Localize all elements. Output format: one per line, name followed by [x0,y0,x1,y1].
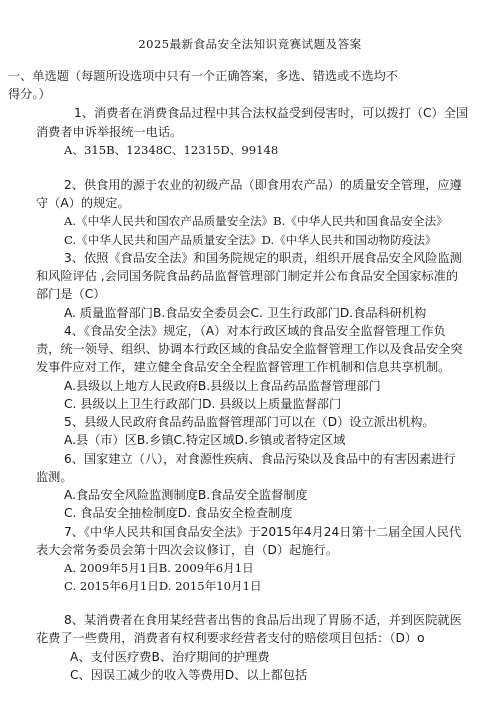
question-1-line2: 消费者申诉举报统一电话。 [36,125,183,139]
question-4-line3: 发事件应对工作，建立健全食品安全全程监督管理工作机制和信息共享机制。 [36,360,451,374]
question-1-options: A、315B、12348C、12315D、99148 [64,143,279,157]
question-7-line1: 7、《中华人民共和国食品安全法》于2015年4月24日第十二届全国人民代 [64,525,462,539]
question-7-line2: 表大会常务委员会第十四次会议修订，自（D）起施行。 [36,543,338,557]
question-6-option-ab: A.食品安全风险监测制度B.食品安全监督制度 [64,488,308,502]
question-8-line1: 8、某消费者在食用某经营者出售的食品后出现了胃肠不适，并到医院就医 [64,613,462,627]
question-2-line1: 2、供食用的源于农业的初级产品（即食用农产品）的质量安全管理，应遵 [64,178,462,192]
question-3-line2: 和风险评估 ,会同国务院食品药品监督管理部门制定并公布食品安全国家标准的 [36,269,459,283]
question-7-option-ab: A. 2009年5月1日B. 2009年6月1日 [64,561,254,575]
question-8-option-cd: C、因误工减少的收入等费用D、以上都包括 [70,668,308,682]
question-6-line1: 6、国家建立（八），对食源性疾病、食品污染以及食品中的有害因素进行 [64,452,456,466]
question-4-option-ab: A.县级以上地方人民政府B.县级以上食品药品监督管理部门 [64,379,381,393]
question-4-line1: 4、《食品安全法》规定，（A）对本行政区域的食品安全监督管理工作负 [64,324,446,338]
question-2-line2: 守（A）的规定。 [36,196,130,210]
document-title: 2025最新食品安全法知识竞赛试题及答案 [138,37,362,51]
question-4-option-cd: C. 县级以上卫生行政部门D. 县级以上质量监督部门 [64,397,342,411]
question-8-line2: 花费了一些费用，消费者有权利要求经营者支付的赔偿项目包括：（D）o [36,631,425,645]
question-3-options: A. 质量监督部门B.食品安全委员会C. 卫生行政部门D.食品科研机构 [64,306,427,320]
question-5-line1: 5、县级人民政府食品药品监督管理部门可以在（D）设立派出机构。 [64,415,435,429]
question-6-line2: 监测。 [36,470,73,484]
question-3-line1: 3、依照《食品安全法》和国务院规定的职责，组织开展食品安全风险监测 [64,251,462,265]
question-6-option-cd: C. 食品安全抽检制度D. 食品安全检查制度 [64,506,293,520]
section-header-line2: 得分。） [8,87,51,101]
question-8-option-ab: A、支付医疗费B、治疗期间的护理费 [70,650,270,664]
question-3-line3: 部门是（C） [36,287,106,301]
question-4-line2: 责，统一领导、组织、协调本行政区域的食品安全监督管理工作以及食品安全突 [36,342,463,356]
question-1-line1: 1、消费者在消费食品过程中其合法权益受到侵害时，可以拨打（C）全国 [74,106,469,120]
question-2-option-cd: C.《中华人民共和国产品质量安全法》D.《中华人民共和国动物防疫法》 [64,233,437,247]
section-header-line1: 一、单选题（每题所设选项中只有一个正确答案，多选、错选或不选均不 [8,69,398,83]
question-2-option-ab: A.《中华人民共和国农产品质量安全法》B.《中华人民共和国食品安全法》 [64,214,448,228]
question-7-option-cd: C. 2015年6月1日D. 2015年10月1日 [64,579,262,593]
question-5-options: A.县（市）区B.乡镇C.特定区域D.乡镇或者特定区域 [64,433,346,447]
